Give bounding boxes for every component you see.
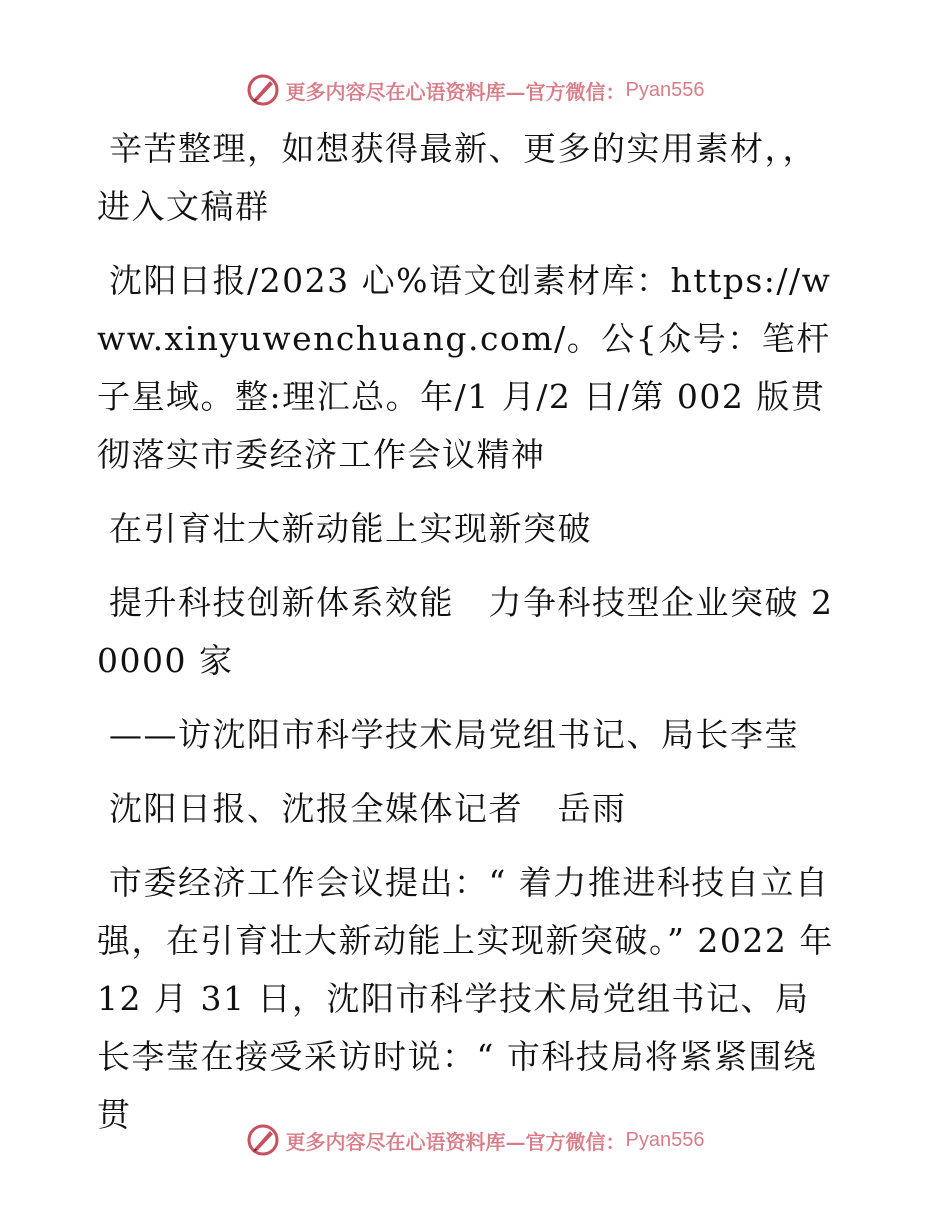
article-headline: 在引育壮大新动能上实现新突破 (109, 509, 592, 548)
pen-logo-icon (246, 73, 280, 107)
pen-logo-icon (246, 1123, 280, 1157)
header-banner-text: 更多内容尽在心语资料库—官方微信： (285, 79, 626, 104)
interview-subtitle: ——访沈阳市科学技术局党组书记、局长李莹 (109, 715, 799, 754)
footer-banner-id: Pyan556 (625, 1128, 705, 1151)
body-paragraph: 市委经济工作会议提出：“ 着力推进科技自立自强，在引育壮大新动能上实现新突破。” 2022 年 12 月 31 日，沈阳市科学技术局党组书记、局长李莹在接受采访时说：“ 市科技局将紧紧围绕贯 (97, 863, 834, 1134)
paragraph-source: 沈阳日报/2023 心%语文创素材库：https://www.xinyuwenchuang.com/。公{众号：笔杆子星域。整:理汇总。年/1 月/2 日/第 002 版贯彻落实市委经济工作会议精神 (97, 261, 832, 474)
header-banner-id: Pyan556 (625, 78, 705, 101)
footer-banner (0, 1120, 950, 1160)
header-banner (0, 70, 950, 110)
document-body (97, 120, 842, 1160)
footer-banner-text: 更多内容尽在心语资料库—官方微信： (285, 1129, 626, 1154)
article-subheadline: 提升科技创新体系效能 力争科技型企业突破 20000 家 (97, 583, 834, 680)
byline: 沈阳日报、沈报全媒体记者 岳雨 (109, 789, 627, 828)
paragraph-intro: 辛苦整理，如想获得最新、更多的实用素材，，进入文稿群 (97, 129, 817, 226)
